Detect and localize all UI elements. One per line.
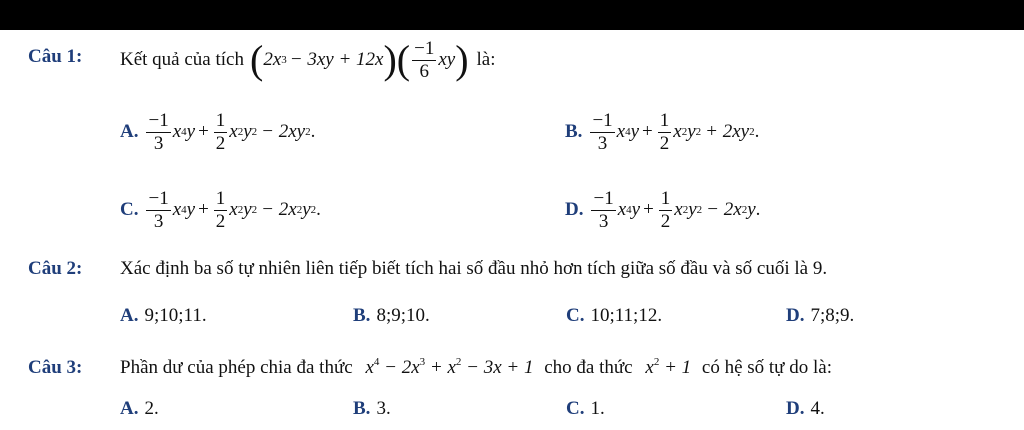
q3-option-b[interactable]: B. 3. — [353, 398, 391, 419]
q2-stem: Xác định ba số tự nhiên liên tiếp biết tích hai số đầu nhỏ hơn tích giữa số đầu và số cuối là 9. — [120, 258, 828, 279]
q3-option-a[interactable]: A. 2. — [120, 398, 159, 419]
q2-option-b[interactable]: B. 8;9;10. — [353, 305, 430, 326]
q3-option-c[interactable]: C. 1. — [566, 398, 605, 419]
top-black-bar — [0, 0, 1024, 30]
q1-label: Câu 1: — [28, 46, 83, 67]
q2-label: Câu 2: — [28, 258, 83, 279]
q1-stem-text: Kết quả của tích — [120, 49, 244, 70]
q1-option-b[interactable]: B. $\frac{-1}{3}$ x 4 y + $\frac{1}{2}$ x 2 y 2 + 2xy 2 . — [565, 109, 760, 154]
q3-stem: Phần dư của phép chia đa thức $x^4 - 2x^3 + x^2 - 3x + 1$ cho đa thức $x^2 + 1$ có hệ số tự do là: — [120, 356, 832, 378]
q2-option-c[interactable]: C. 10;11;12. — [566, 305, 663, 326]
q1-option-a[interactable]: A. $\frac{-1}{3}$ x 4 y + $\frac{1}{2}$ x 2 y 2 − 2xy 2 . — [120, 109, 316, 154]
q2-option-d[interactable]: D. 7;8;9. — [786, 305, 855, 326]
q3-label: Câu 3: — [28, 357, 83, 378]
q1-option-c[interactable]: C. $\frac{-1}{3}$ x 4 y + $\frac{1}{2}$ x 2 y 2 − 2x 2 y 2 . — [120, 187, 321, 232]
q1-option-d[interactable]: D. $\frac{-1}{3}$ x 4 y + $\frac{1}{2}$ x 2 y 2 − 2x 2 y . — [565, 187, 761, 232]
q1-stem: Kết quả của tích ( 2x 3 − 3xy + 12x ) ( $\frac{-1}{6}$ xy ) là: — [120, 37, 496, 82]
q2-option-a[interactable]: A. 9;10;11. — [120, 305, 207, 326]
q3-option-d[interactable]: D. 4. — [786, 398, 825, 419]
q1-fraction: $\frac{-1}{6}$ — [414, 37, 435, 82]
